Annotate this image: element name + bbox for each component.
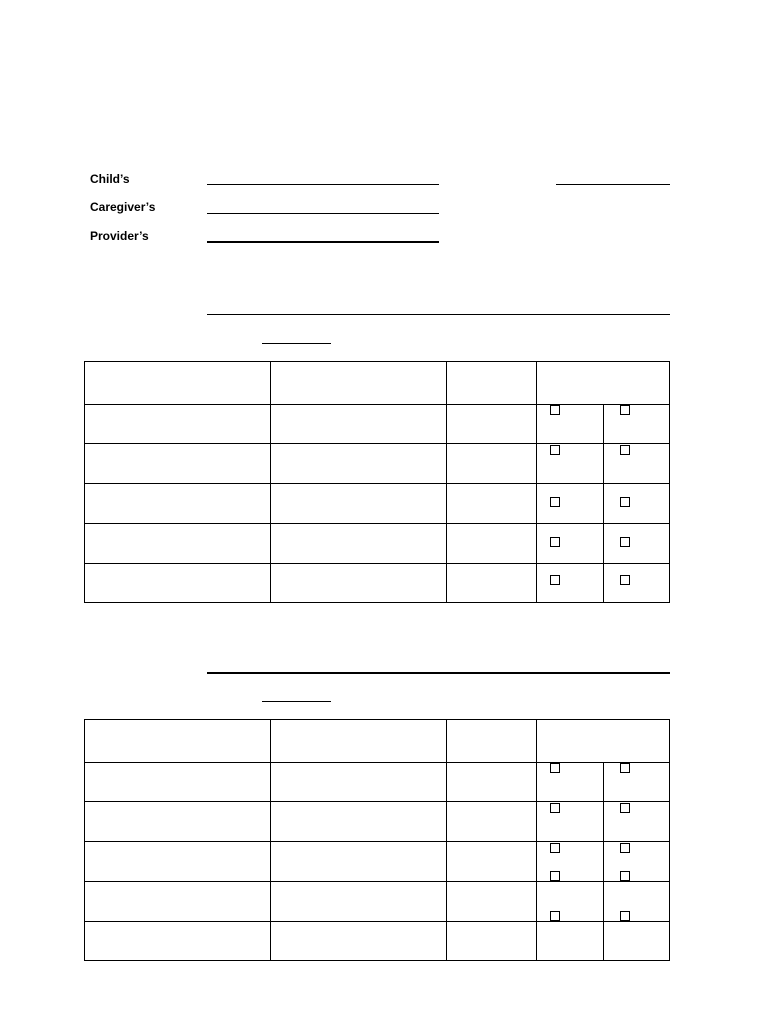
table2-col-divider [603,762,604,960]
caregiver-label: Caregiver’s [90,200,156,214]
table2-checkbox[interactable] [550,763,560,773]
table2-row-divider [85,921,669,922]
table1-checkbox[interactable] [550,537,560,547]
table1-checkbox[interactable] [550,445,560,455]
table2-checkbox[interactable] [620,843,630,853]
section2-subtitle-line[interactable] [262,701,331,702]
table2-col-divider [536,720,537,960]
table-2 [84,719,670,961]
table1-checkbox[interactable] [620,537,630,547]
table1-col-divider [603,404,604,602]
child-label: Child’s [90,172,130,186]
table1-col-divider [536,362,537,602]
table1-checkbox[interactable] [620,497,630,507]
table1-checkbox[interactable] [620,405,630,415]
caregiver-name-field-line[interactable] [207,213,439,214]
table2-col-divider [270,720,271,960]
table1-checkbox[interactable] [620,575,630,585]
table2-row-divider [85,841,669,842]
section1-title-line[interactable] [207,314,670,315]
table1-row-divider [85,523,669,524]
table2-checkbox[interactable] [620,763,630,773]
table2-checkbox[interactable] [620,911,630,921]
provider-label: Provider’s [90,229,149,243]
table2-row-divider [85,881,669,882]
table2-checkbox[interactable] [550,911,560,921]
table2-checkbox[interactable] [550,803,560,813]
table1-checkbox[interactable] [550,405,560,415]
table1-row-divider [85,443,669,444]
table2-checkbox[interactable] [620,803,630,813]
provider-name-field-line[interactable] [207,241,439,243]
table2-col-divider [446,720,447,960]
table1-row-divider [85,483,669,484]
table1-checkbox[interactable] [620,445,630,455]
table1-row-divider [85,404,669,405]
table2-row-divider [85,762,669,763]
date-field-line[interactable] [556,184,670,185]
table2-checkbox[interactable] [620,871,630,881]
table1-checkbox[interactable] [550,575,560,585]
table1-row-divider [85,563,669,564]
table1-col-divider [446,362,447,602]
table2-checkbox[interactable] [550,871,560,881]
table1-col-divider [270,362,271,602]
section1-subtitle-line[interactable] [262,343,331,344]
child-name-field-line[interactable] [207,184,439,185]
table-1 [84,361,670,603]
table2-row-divider [85,801,669,802]
table2-checkbox[interactable] [550,843,560,853]
section2-title-line[interactable] [207,672,670,674]
table1-checkbox[interactable] [550,497,560,507]
